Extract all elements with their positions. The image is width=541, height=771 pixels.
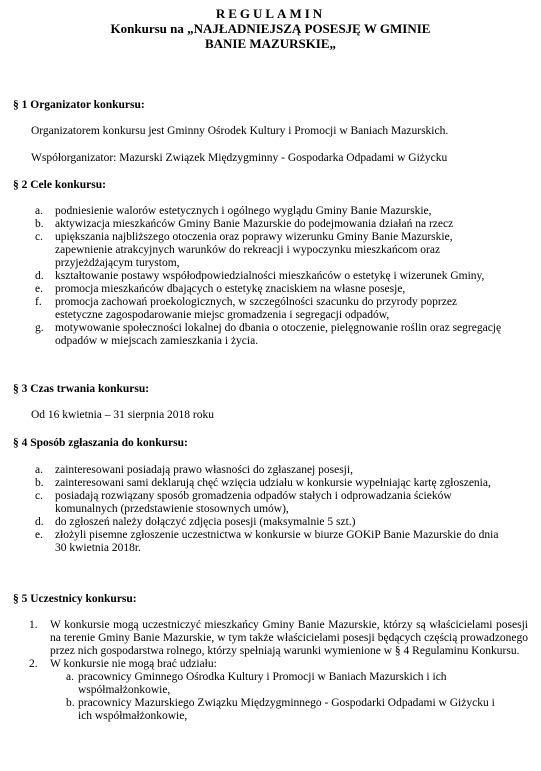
list-item-text: promocja mieszkańców dbających o estetykę znaciskiem na własne posesje,: [55, 283, 406, 295]
list-item: [0, 296, 507, 322]
list-item-text: pracownicy Gminnego Ośrodka Kultury i Promocji w Baniach Mazurskich i ich współmałżonkowie,: [78, 671, 447, 696]
list-marker: c.: [35, 490, 43, 502]
list-item: [0, 218, 507, 231]
list-marker: b.: [35, 477, 44, 489]
list-item-text: posiadają rozwiązany sposób gromadzenia odpadów stałych i odprowadzania ścieków komunalnych (przedstawienie stosownych umów),: [55, 490, 452, 515]
list-marker: f.: [35, 296, 42, 308]
section-5-list: [0, 619, 541, 723]
list-item-text: promocja zachowań proekologicznych, w szczególności szacunku do przyrody poprzez estetyczne zagospodarowanie miejsc gromadzenia i segregacji odpadów,: [55, 296, 458, 321]
doc-title: REGULAMIN: [215, 6, 326, 21]
list-marker: e.: [35, 283, 43, 295]
list-marker: c.: [35, 231, 43, 243]
section-2-heading: § 2 Cele konkursu:: [13, 179, 106, 191]
list-marker: a.: [66, 671, 74, 683]
list-item: [50, 697, 498, 723]
list-item: [0, 658, 528, 723]
doc-subtitle-line2: BANIE MAZURSKIE„: [204, 36, 337, 51]
doc-subtitle-line1: Konkursu na „NAJŁADNIEJSZĄ POSESJĘ W GMINIE: [110, 21, 431, 36]
list-item-text: aktywizacja mieszkańców Gminy Banie Mazurskie do podejmowania działań na rzecz: [55, 218, 454, 230]
list-item-text: W konkursie mogą uczestniczyć mieszkańcy Gminy Banie Mazurskie, którzy są właścicielami posesji na terenie Gminy Banie Mazurskie, w tym także właścicielami posesji będących częścią prowadzonego przez nich gospodarstwa rolnego, którzy spełniają warunki wymienione w § 4 Regulaminu Konkursu.: [50, 619, 528, 657]
section-5-sublist: [50, 671, 528, 723]
list-item: [0, 490, 507, 516]
list-marker: g.: [35, 322, 44, 334]
list-item: [0, 231, 507, 270]
list-marker: 2.: [29, 658, 38, 670]
list-item-text: zainteresowani posiadają prawo własności do zgłaszanej posesji,: [55, 464, 353, 476]
list-item: [0, 477, 507, 490]
list-item-text: motywowanie społeczności lokalnej do dbania o otoczenie, pielęgnowanie roślin oraz segregację odpadów w miejscach zamieszkania i życia.: [55, 322, 502, 347]
list-item: [0, 205, 507, 218]
list-item: [0, 619, 528, 658]
list-item-text: zainteresowani sami deklarują chęć wzięcia udziału w konkursie wypełniając kartę zgłoszenia,: [55, 477, 491, 489]
list-item-text: W konkursie nie mogą brać udziału:: [50, 658, 217, 670]
list-marker: d.: [35, 270, 44, 282]
list-marker: b.: [66, 697, 75, 709]
list-marker: d.: [35, 516, 44, 528]
section-4-list: [0, 464, 541, 555]
list-item: [0, 270, 507, 283]
list-marker: b.: [35, 218, 44, 230]
list-item-text: pracownicy Mazurskiego Związku Międzygminnego - Gospodarki Odpadami w Giżycku i ich współmałżonkowie,: [78, 697, 495, 722]
section-2-list: [0, 205, 541, 348]
list-item-text: do zgłoszeń należy dołączyć zdjęcia posesji (maksymalnie 5 szt.): [55, 516, 356, 528]
section-5-heading: § 5 Uczestnicy konkursu:: [13, 593, 137, 605]
section-1-coorganizer: Współorganizator: Mazurski Związek Międzygminny - Gospodarka Odpadami w Giżycku: [31, 152, 448, 164]
list-marker: a.: [35, 464, 43, 476]
list-item: [0, 529, 507, 555]
section-1-heading: § 1 Organizator konkursu:: [13, 99, 145, 111]
list-item-text: podniesienie walorów estetycznych i ogólnego wyglądu Gminy Banie Mazurskie,: [55, 205, 432, 217]
list-item: [0, 322, 507, 348]
list-marker: 1.: [29, 619, 38, 631]
list-marker: e.: [35, 529, 43, 541]
list-marker: a.: [35, 205, 43, 217]
list-item-text: kształtowanie postawy współodpowiedzialności mieszkańców o estetykę i wizerunek Gminy,: [55, 270, 485, 282]
list-item: [0, 283, 507, 296]
list-item-text: upiększania najbliższego otoczenia oraz poprawy wizerunku Gminy Banie Mazurskie, zapewnienie atrakcyjnych warunków do rekreacji i wypoczynku mieszkańcom oraz przyjeżdżającym turystom,: [55, 231, 453, 269]
section-3-heading: § 3 Czas trwania konkursu:: [13, 383, 150, 395]
list-item: [0, 464, 507, 477]
section-4-heading: § 4 Sposób zgłaszania do konkursu:: [13, 437, 188, 449]
list-item: [50, 671, 498, 697]
list-item: [0, 516, 507, 529]
list-item-text: złożyli pisemne zgłoszenie uczestnictwa w konkursie w biurze GOKiP Banie Mazurskie do dnia 30 kwietnia 2018r.: [55, 529, 499, 554]
section-3-dates: Od 16 kwietnia – 31 sierpnia 2018 roku: [31, 409, 215, 421]
section-1-organizer: Organizatorem konkursu jest Gminny Ośrodek Kultury i Promocji w Baniach Mazurskich.: [31, 125, 449, 137]
